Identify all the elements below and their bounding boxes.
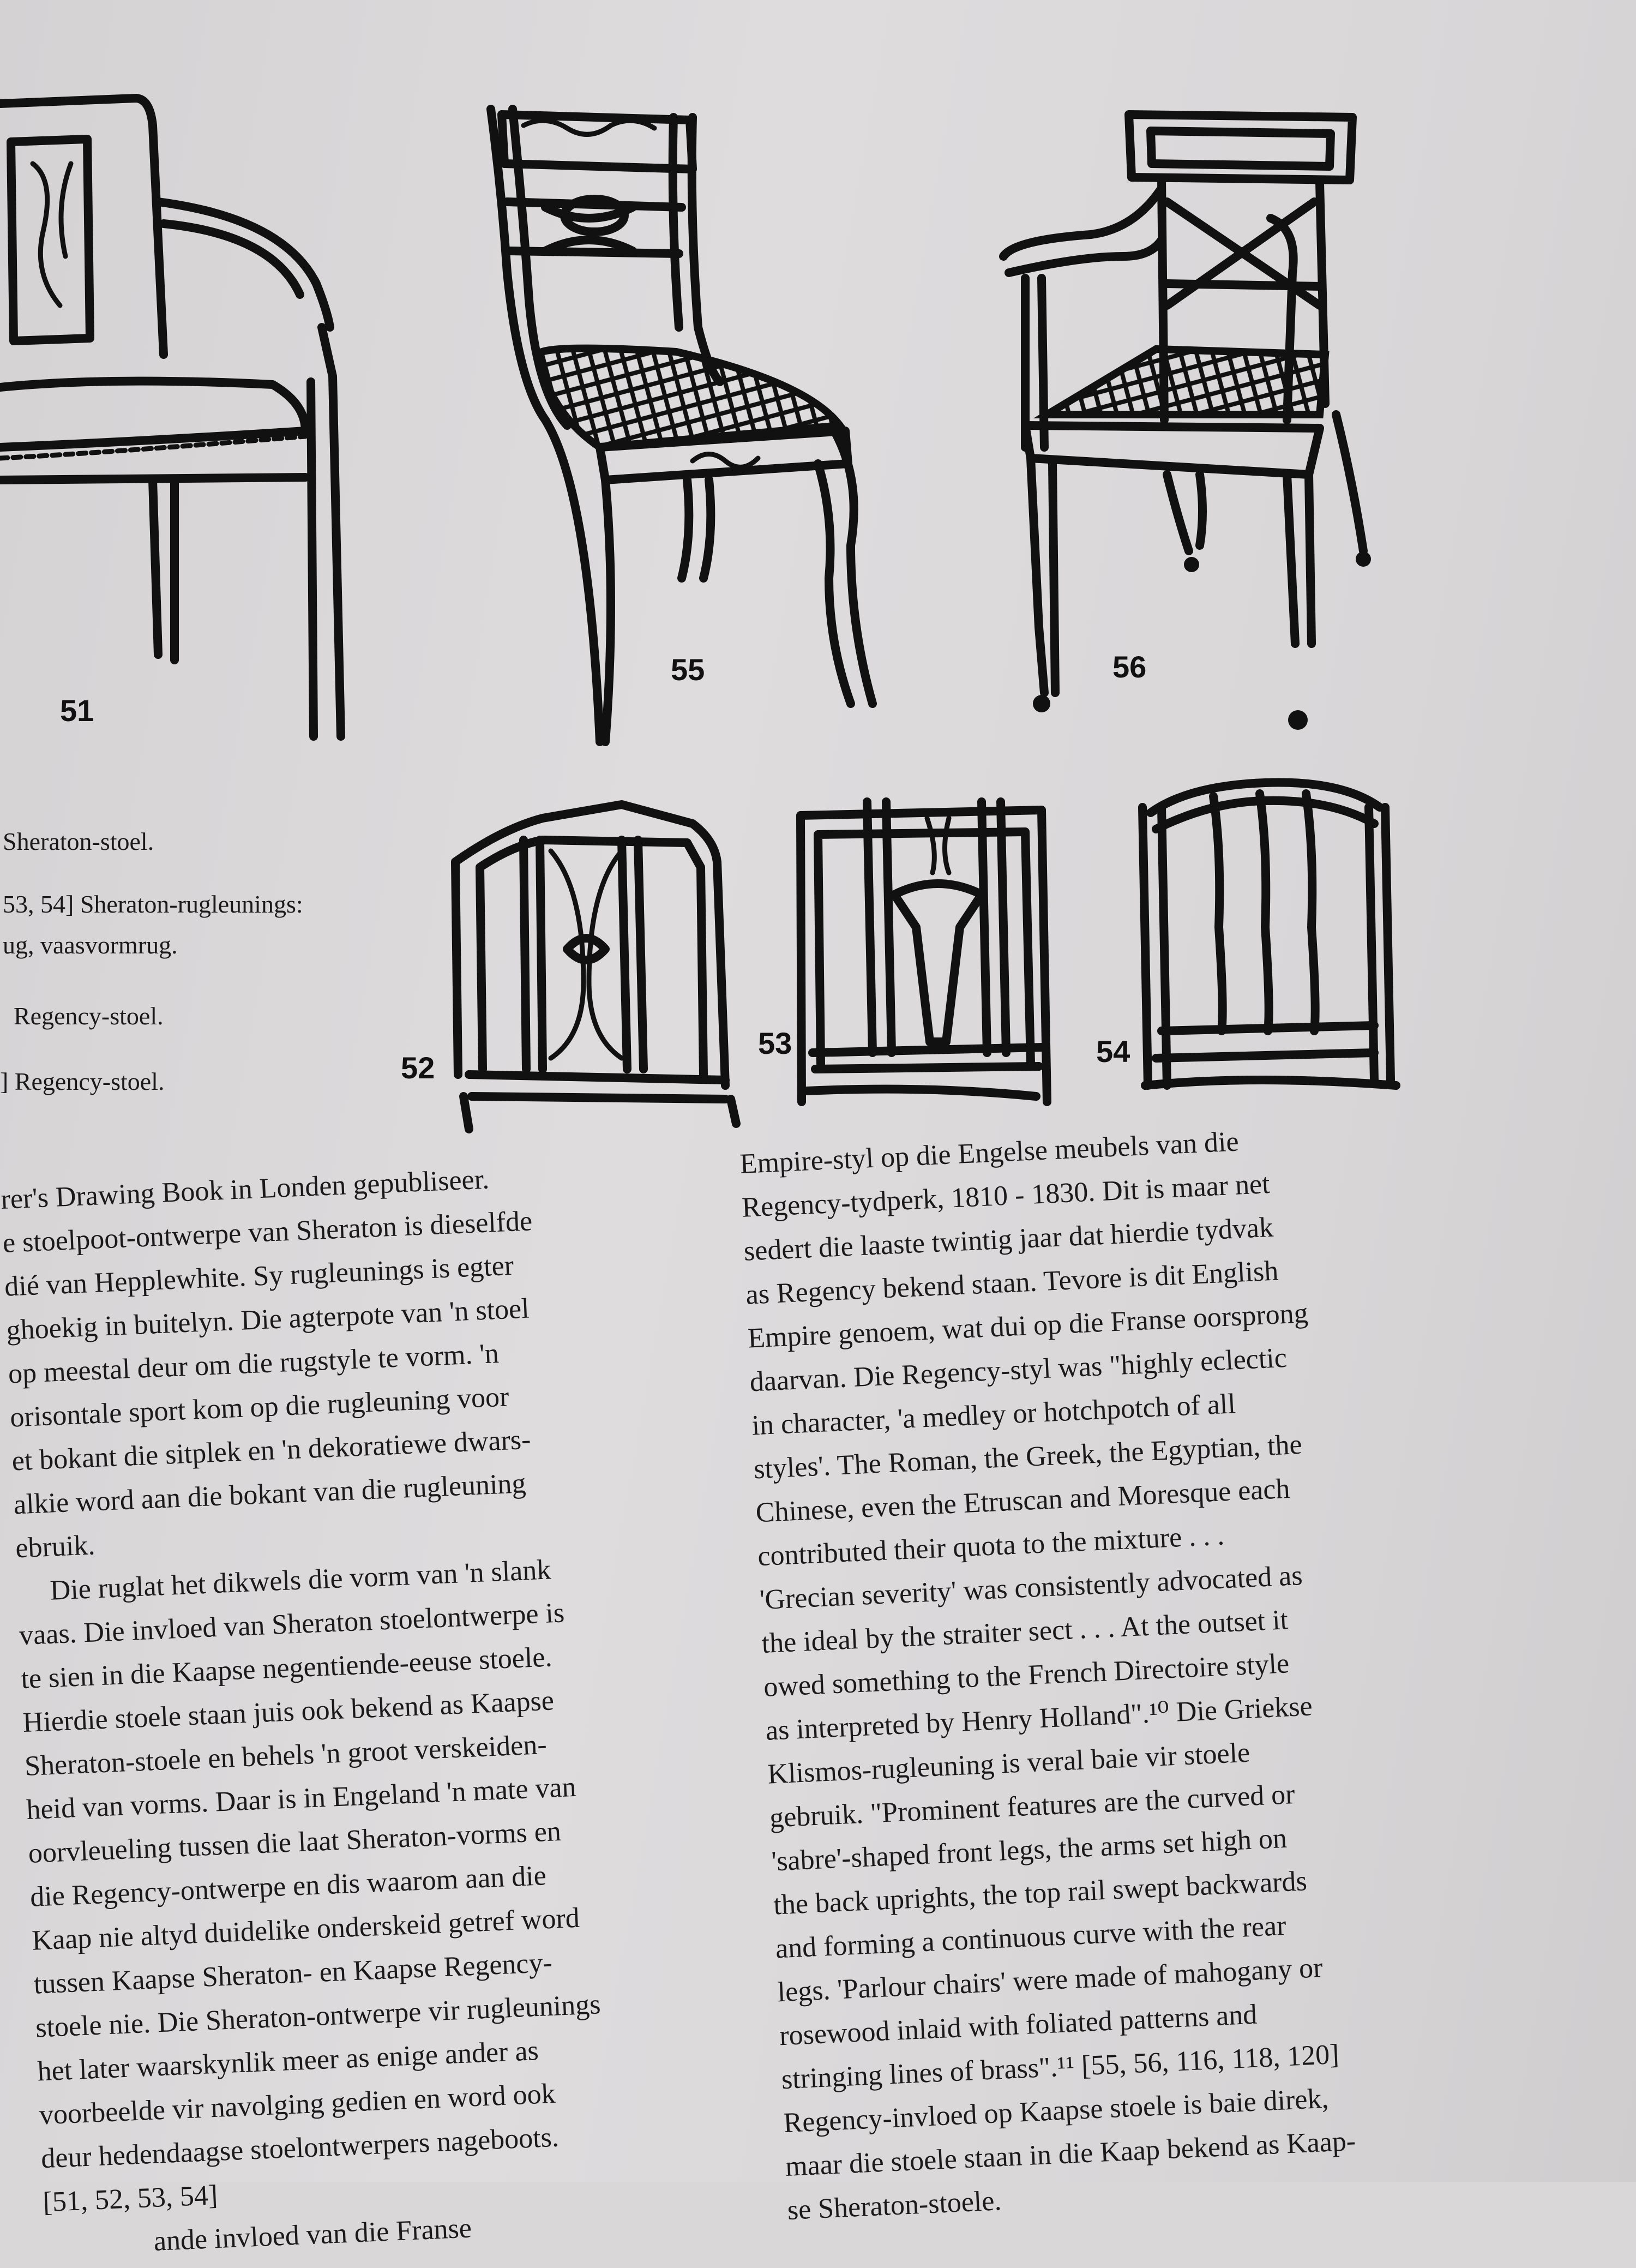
- chair-56-drawing: [1003, 115, 1371, 730]
- text-line: gebruik. "Prominent features are the curved or: [768, 1779, 1296, 1834]
- caption-56: ] Regency-stoel.: [0, 1067, 165, 1095]
- text-line: die Regency-ontwerpe en dis waarom aan die: [29, 1860, 547, 1913]
- figure-number-55: 55: [671, 652, 705, 687]
- text-line: in character, 'a medley or hotchpotch of all: [751, 1388, 1236, 1442]
- left-text-column: [0, 1155, 611, 2268]
- text-line: contributed their quota to the mixture . . .: [757, 1520, 1225, 1573]
- text-line: 'sabre'-shaped front legs, the arms set high on: [771, 1822, 1288, 1877]
- caption-51: Sheraton-stoel.: [3, 827, 154, 855]
- text-line: deur hedendaagse stoelontwerpers nageboots.: [40, 2121, 560, 2175]
- figure-number-52: 52: [401, 1051, 435, 1085]
- text-line: Sheraton-stoele en behels 'n groot verskeiden-: [24, 1729, 548, 1783]
- chair-55-drawing: [491, 109, 873, 742]
- text-line: Empire genoem, wat dui op die Franse oorsprong: [747, 1298, 1309, 1354]
- figure-number-53: 53: [758, 1026, 792, 1060]
- text-line: alkie word aan die bokant van die rugleuning: [13, 1468, 527, 1521]
- caption-52-54-line1: 53, 54] Sheraton-rugleunings:: [3, 890, 303, 918]
- text-line: rer's Drawing Book in Londen gepubliseer.: [0, 1163, 490, 1215]
- chair-back-54-drawing: [1142, 783, 1396, 1085]
- figure-number-56: 56: [1112, 650, 1147, 684]
- text-line: Empire-styl op die Engelse meubels van die: [739, 1126, 1240, 1180]
- text-line: ghoekig in buitelyn. Die agterpote van 'n stoel: [5, 1293, 530, 1346]
- figure-number-51: 51: [60, 693, 94, 728]
- text-line: Die ruglat het dikwels die vorm van 'n slank: [49, 1554, 552, 1606]
- text-line: tussen Kaapse Sheraton- en Kaapse Regency-: [33, 1947, 553, 2000]
- text-line: the back uprights, the top rail swept backwards: [773, 1865, 1308, 1921]
- text-line: styles'. The Roman, the Greek, the Egyptian, the: [753, 1429, 1303, 1485]
- right-text-column: [739, 1117, 1358, 2233]
- text-line: te sien in die Kaapse negentiende-eeuse stoele.: [20, 1641, 553, 1695]
- text-line: vaas. Die invloed van Sheraton stoelontwerpe is: [18, 1597, 566, 1652]
- text-line: 'Grecian severity' was consistently advocated as: [759, 1559, 1303, 1616]
- text-line: op meestal deur om die rugstyle te vorm. 'n: [7, 1338, 500, 1390]
- chair-51-drawing: [0, 98, 341, 736]
- text-line: ande invloed van die Franse: [153, 2212, 472, 2257]
- text-line: het later waarskynlik meer as enige ander as: [37, 2035, 539, 2087]
- text-line: oorvleueling tussen die laat Sheraton-vorms en: [27, 1815, 562, 1869]
- text-line: sedert die laaste twintig jaar dat hierdie tydvak: [743, 1211, 1274, 1267]
- figure-number-54: 54: [1096, 1034, 1130, 1069]
- text-line: et bokant die sitplek en 'n dekoratiewe dwars-: [11, 1424, 532, 1477]
- text-line: maar die stoele staan in die Kaap bekend as Kaap-: [784, 2125, 1357, 2183]
- text-line: se Sheraton-stoele.: [786, 2185, 1002, 2226]
- text-line: stoele nie. Die Sheraton-ontwerpe vir rugleunings: [35, 1989, 602, 2044]
- text-line: legs. 'Parlour chairs' were made of mahogany or: [777, 1952, 1324, 2008]
- chair-back-53-drawing: [801, 802, 1047, 1102]
- text-line: ebruik.: [15, 1529, 96, 1564]
- text-line: rosewood inlaid with foliated patterns and: [779, 1999, 1258, 2052]
- text-line: e stoelpoot-ontwerpe van Sheraton is dieselfde: [2, 1205, 533, 1259]
- caption-52-54-line2: ug, vaasvormrug.: [3, 931, 178, 959]
- text-line: Regency-tydperk, 1810 - 1830. Dit is maar net: [741, 1168, 1271, 1223]
- text-line: owed something to the French Directoire style: [763, 1648, 1290, 1703]
- text-line: dié van Hepplewhite. Sy rugleunings is egter: [4, 1250, 515, 1303]
- chair-back-52-drawing: [455, 805, 736, 1129]
- text-line: heid van vorms. Daar is in Engeland 'n mate van: [26, 1771, 577, 1826]
- text-line: Regency-invloed op Kaapse stoele is baie direk,: [783, 2083, 1330, 2139]
- text-line: and forming a continuous curve with the rear: [774, 1910, 1287, 1965]
- text-line: [51, 52, 53, 54]: [42, 2179, 219, 2218]
- text-line: stringing lines of brass".¹¹ [55, 56, 116, 118, 120]: [780, 2038, 1340, 2096]
- text-line: Klismos-rugleuning is veral baie vir stoele: [767, 1737, 1251, 1790]
- text-line: orisontale sport kom op die rugleuning voor: [9, 1381, 510, 1433]
- text-line: Chinese, even the Etruscan and Moresque each: [755, 1473, 1291, 1529]
- text-line: as Regency bekend staan. Tevore is dit English: [745, 1255, 1279, 1311]
- text-line: as interpreted by Henry Holland".¹⁰ Die Griekse: [765, 1690, 1313, 1747]
- text-line: voorbeelde vir navolging gedien en word ook: [38, 2078, 556, 2131]
- caption-55: Regency-stoel.: [14, 1002, 164, 1030]
- text-line: the ideal by the straiter sect . . . At the outset it: [761, 1604, 1289, 1660]
- text-line: daarvan. Die Regency-styl was "highly eclectic: [749, 1342, 1288, 1398]
- text-line: Hierdie stoele staan juis ook bekend as Kaapse: [22, 1685, 555, 1739]
- text-line: Kaap nie altyd duidelike onderskeid getref word: [31, 1902, 580, 1957]
